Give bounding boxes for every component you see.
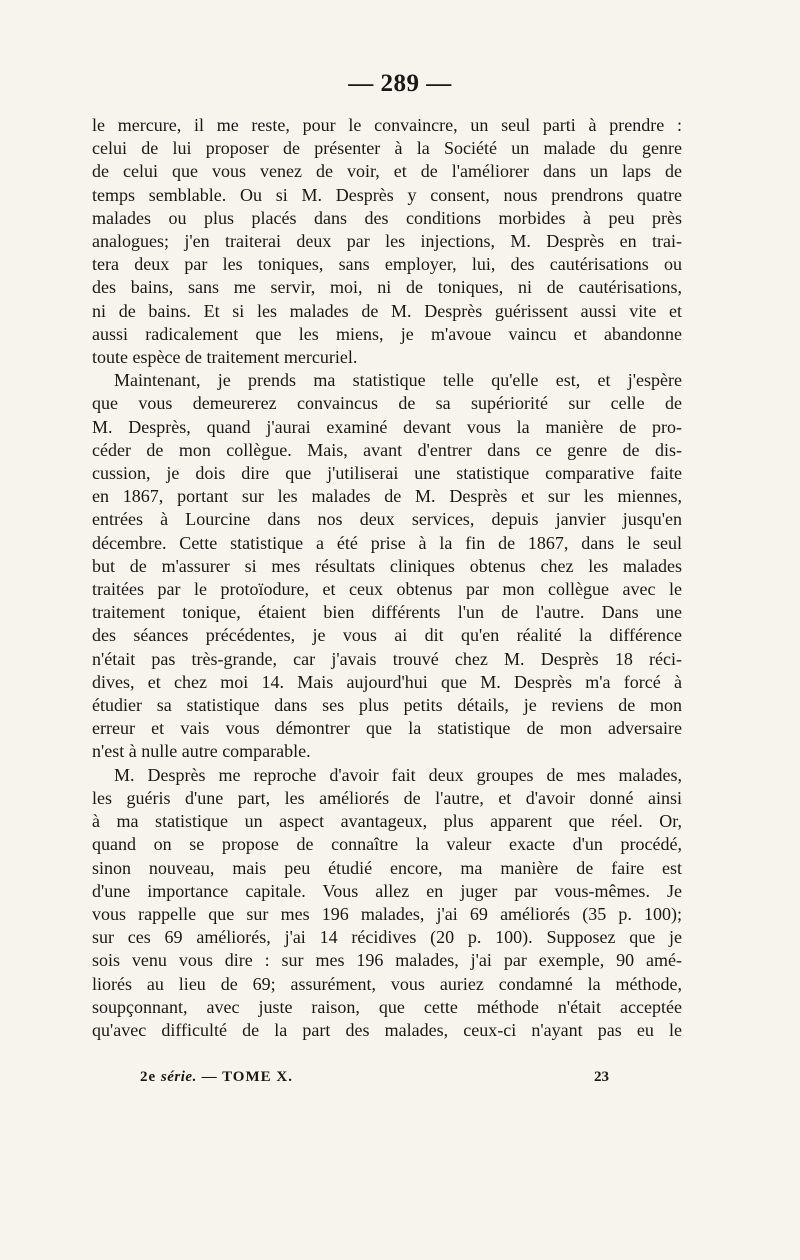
text-line: traitement tonique, étaient bien différents l'un de l'autre. Dans une	[92, 602, 682, 623]
text-line: céder de mon collègue. Mais, avant d'entrer dans ce genre de dis-	[92, 439, 682, 460]
text-line: M. Desprès me reproche d'avoir fait deux groupes de mes malades,	[114, 764, 682, 785]
text-line: entrées à Lourcine dans nos deux services, depuis janvier jusqu'en	[92, 509, 682, 530]
text-line: sur ces 69 améliorés, j'ai 14 récidives (20 p. 100). Supposez que je	[92, 927, 682, 948]
text-line: toute espèce de traitement mercuriel.	[92, 347, 358, 368]
text-line: d'une importance capitale. Vous allez en juger par vous-mêmes. Je	[92, 880, 682, 901]
paragraph-1	[92, 114, 682, 369]
text-line: de celui que vous venez de voir, et de l'améliorer dans un laps de	[92, 161, 682, 182]
text-line: liorés au lieu de 69; assurément, vous auriez condamné la méthode,	[92, 973, 682, 994]
text-line: qu'avec difficulté de la part des malades, ceux-ci n'ayant pas eu le	[92, 1019, 682, 1040]
text-line: des bains, sans me servir, moi, ni de toniques, ni de cautérisations,	[92, 277, 682, 298]
text-line: erreur et vais vous démontrer que la statistique de mon adversaire	[92, 718, 682, 739]
text-line: sois venu vous dire : sur mes 196 malades, j'ai par exemple, 90 amé-	[92, 950, 682, 971]
text-line: traitées par le protoïodure, et ceux obtenus par mon collègue avec le	[92, 579, 682, 600]
body-text	[92, 114, 682, 1042]
text-line: des séances précédentes, je vous ai dit qu'en réalité la différence	[92, 625, 682, 646]
text-line: décembre. Cette statistique a été prise à la fin de 1867, dans le seul	[92, 532, 682, 553]
text-line: malades ou plus placés dans des conditions morbides à peu près	[92, 207, 682, 228]
text-line: aussi radicalement que les miens, je m'avoue vaincu et abandonne	[92, 323, 682, 344]
text-line: celui de lui proposer de présenter à la Société un malade du genre	[92, 138, 682, 159]
text-line: n'est à nulle autre comparable.	[92, 741, 311, 762]
text-line: dives, et chez moi 14. Mais aujourd'hui que M. Desprès m'a forcé à	[92, 671, 682, 692]
text-line: analogues; j'en traiterai deux par les injections, M. Desprès en trai-	[92, 231, 682, 252]
paragraph-3	[92, 764, 682, 1042]
sheet-number: 23	[594, 1069, 609, 1085]
text-line: tera deux par les toniques, sans employer, lui, des cautérisations ou	[92, 254, 682, 275]
text-line: vous rappelle que sur mes 196 malades, j'ai 69 améliorés (35 p. 100);	[92, 903, 682, 924]
page-number: — 289 —	[348, 70, 452, 97]
text-line: le mercure, il me reste, pour le convaincre, un seul parti à prendre :	[92, 115, 682, 135]
text-line: étudier sa statistique dans ses plus petits détails, je reviens de mon	[92, 695, 682, 716]
volume-label: — TOME X.	[201, 1069, 293, 1085]
text-line: que vous demeurerez convaincus de sa supériorité sur celle de	[92, 393, 682, 414]
text-line: but de m'assurer si mes résultats cliniques obtenus chez les malades	[92, 555, 682, 576]
text-line: les guéris d'une part, les améliorés de l'autre, et d'avoir donné ainsi	[92, 787, 682, 808]
text-line: n'était pas très-grande, car j'avais trouvé chez M. Desprès 18 réci-	[92, 648, 682, 669]
text-line: M. Desprès, quand j'aurai examiné devant vous la manière de pro-	[92, 416, 682, 437]
text-line: quand on se propose de connaître la valeur exacte d'un procédé,	[92, 834, 682, 855]
series-word: série.	[160, 1069, 197, 1085]
text-line: ni de bains. Et si les malades de M. Desprès guérissent aussi vite et	[92, 300, 682, 321]
text-line: à ma statistique un aspect avantageux, plus apparent que réel. Or,	[92, 811, 682, 832]
text-line: temps semblable. Ou si M. Desprès y consent, nous prendrons quatre	[92, 184, 682, 205]
signature-mark	[140, 1069, 293, 1086]
text-line: en 1867, portant sur les malades de M. Desprès et sur les miennes,	[92, 486, 682, 507]
text-line: soupçonnant, avec juste raison, que cette méthode n'était acceptée	[92, 996, 682, 1017]
text-line: cussion, je dois dire que j'utiliserai une statistique comparative faite	[92, 463, 682, 484]
paragraph-2	[92, 369, 682, 763]
text-line: Maintenant, je prends ma statistique telle qu'elle est, et j'espère	[114, 370, 682, 391]
series-number: 2e	[140, 1069, 157, 1085]
text-line: sinon nouveau, mais peu étudié encore, ma manière de faire est	[92, 857, 682, 878]
